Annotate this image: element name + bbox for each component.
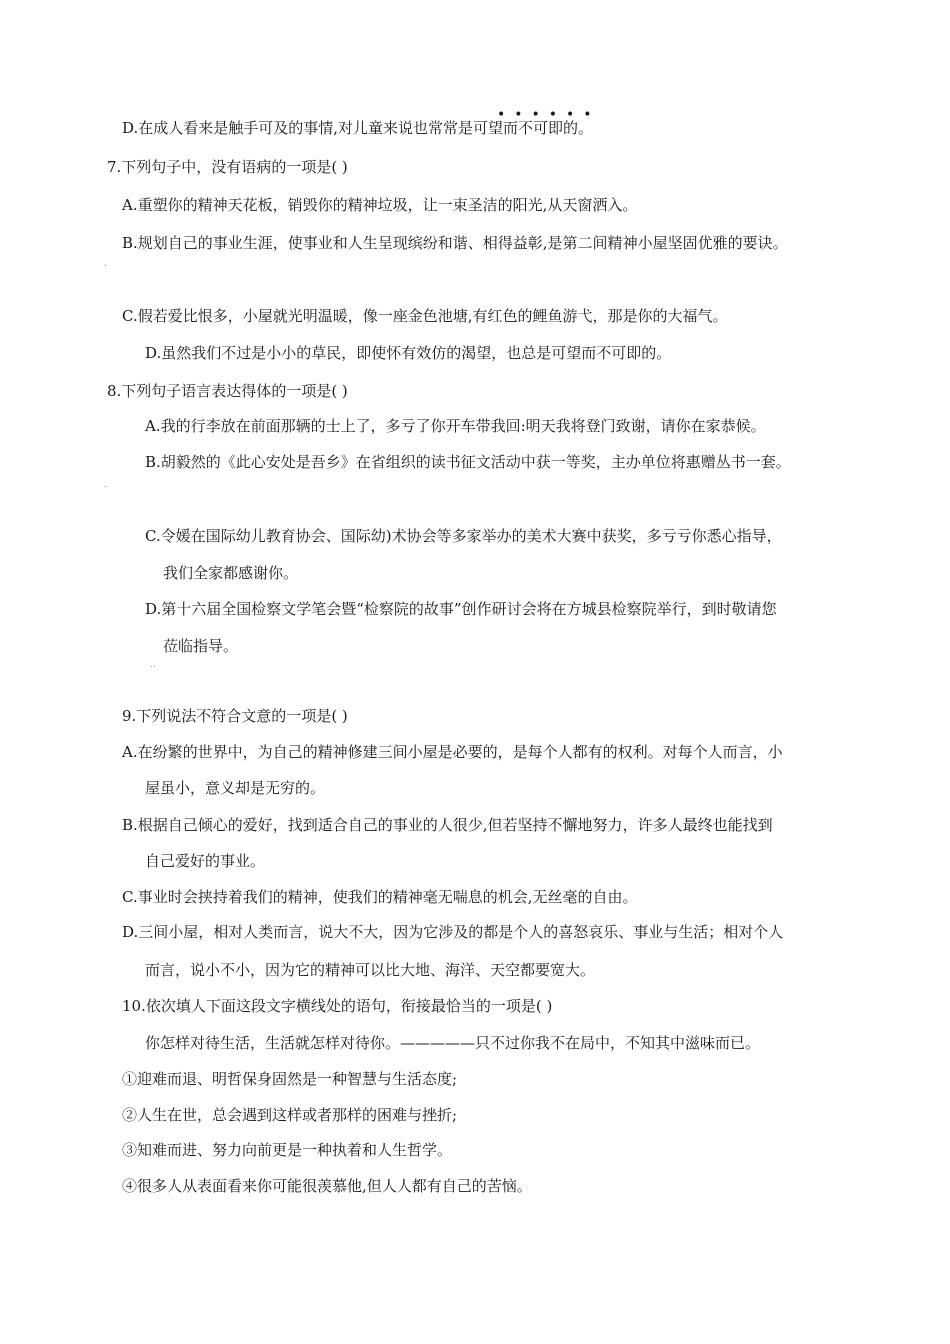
option-9a-line1: A.在纷繁的世界中，为自己的精神修建三间小屋是必要的，是每个人都有的权利。对每个人而言，小: [122, 743, 783, 761]
paragraph-mark: .: [104, 259, 107, 269]
sentence-1: ①迎难而退、明哲保身固然是一种智慧与生活态度;: [122, 1070, 458, 1088]
paragraph-mark: ..: [150, 660, 156, 670]
option-9d-line2: 而言，说小不小，因为它的精神可以比大地、海洋、天空都要宽大。: [145, 961, 596, 979]
question-8: 8.下列句子语言表达得体的一项是( ): [107, 382, 348, 400]
option-9b-line2: 自己爱好的事业。: [145, 852, 266, 870]
question-10: 10.依次填人下面这段文字横线处的语句，衔接最恰当的一项是( ): [122, 997, 553, 1015]
question-7: 7.下列句子中，没有语病的一项是( ): [107, 158, 348, 176]
option-8d-line2: 莅临指导。: [163, 637, 239, 655]
option-7d: D.虽然我们不过是小小的草民，即使怀有效仿的渴望，也总是可望而不可即的。: [145, 344, 672, 362]
option-7b: B.规划自己的事业生涯，使事业和人生呈现缤纷和谐、相得益彰,是第二间精神小屋坚固优雅的要诀。: [122, 234, 788, 252]
option-8b: B.胡毅然的《此心安处是吾乡》在省组织的读书征文活动中获一等奖，主办单位将惠赠丛书一套。: [145, 453, 791, 471]
option-7c: C.假若爱比恨多，小屋就光明温暖，像一座金色池塘,有红色的鲤鱼游弋，那是你的大福气。: [122, 307, 728, 325]
option-9a-line2: 屋虽小，意义却是无穷的。: [145, 779, 326, 797]
option-8c-line2: 我们全家都感谢你。: [163, 564, 299, 582]
question-9: 9.下列说法不符合文意的一项是( ): [122, 707, 348, 725]
option-6d: D.在成人看来是触手可及的事情,对儿童来说也常常是可望而不可即的。: [122, 119, 594, 137]
option-8d-line1: D.第十六届全国检察文学笔会暨“检察院的故事”创作研讨会将在方城县检察院举行，到时敬请您: [145, 600, 777, 618]
question-10-passage: 你怎样对待生活，生活就怎样对待你。—————只不过你我不在局中，不知其中滋味而已。: [145, 1034, 761, 1052]
option-9b-line1: B.根据自己倾心的爱好，找到适合自己的事业的人很少,但若坚持不懈地努力，许多人最终也能找到: [122, 816, 773, 834]
sentence-2: ②人生在世，总会遇到这样或者那样的困难与挫折;: [122, 1106, 458, 1124]
sentence-4: ④很多人从表面看来你可能很羡慕他,但人人都有自己的苦恼。: [122, 1177, 532, 1195]
paragraph-mark: .: [104, 480, 107, 490]
option-9d-line1: D.三间小屋，相对人类而言，说大不大，因为它涉及的都是个人的喜怒哀乐、事业与生活；相对个人: [122, 923, 784, 941]
sentence-3: ③知难而进、努力向前更是一种执着和人生哲学。: [122, 1141, 453, 1159]
option-8a: A.我的行李放在前面那辆的士上了，多亏了你开车带我回:明天我将登门致谢，请你在家恭候。: [145, 417, 766, 435]
emphasis-dots: ••••••: [497, 107, 601, 123]
option-9c: C.事业时会挟持着我们的精神，使我们的精神毫无喘息的机会,无丝毫的自由。: [122, 888, 638, 906]
option-8c-line1: C.令媛在国际幼儿教育协会、国际幼)术协会等多家举办的美术大赛中获奖，多亏亏你悉心指导，: [145, 527, 782, 545]
option-7a: A.重塑你的精神天花板，销毁你的精神垃圾，让一束圣洁的阳光,从天窗洒入。: [122, 196, 638, 214]
